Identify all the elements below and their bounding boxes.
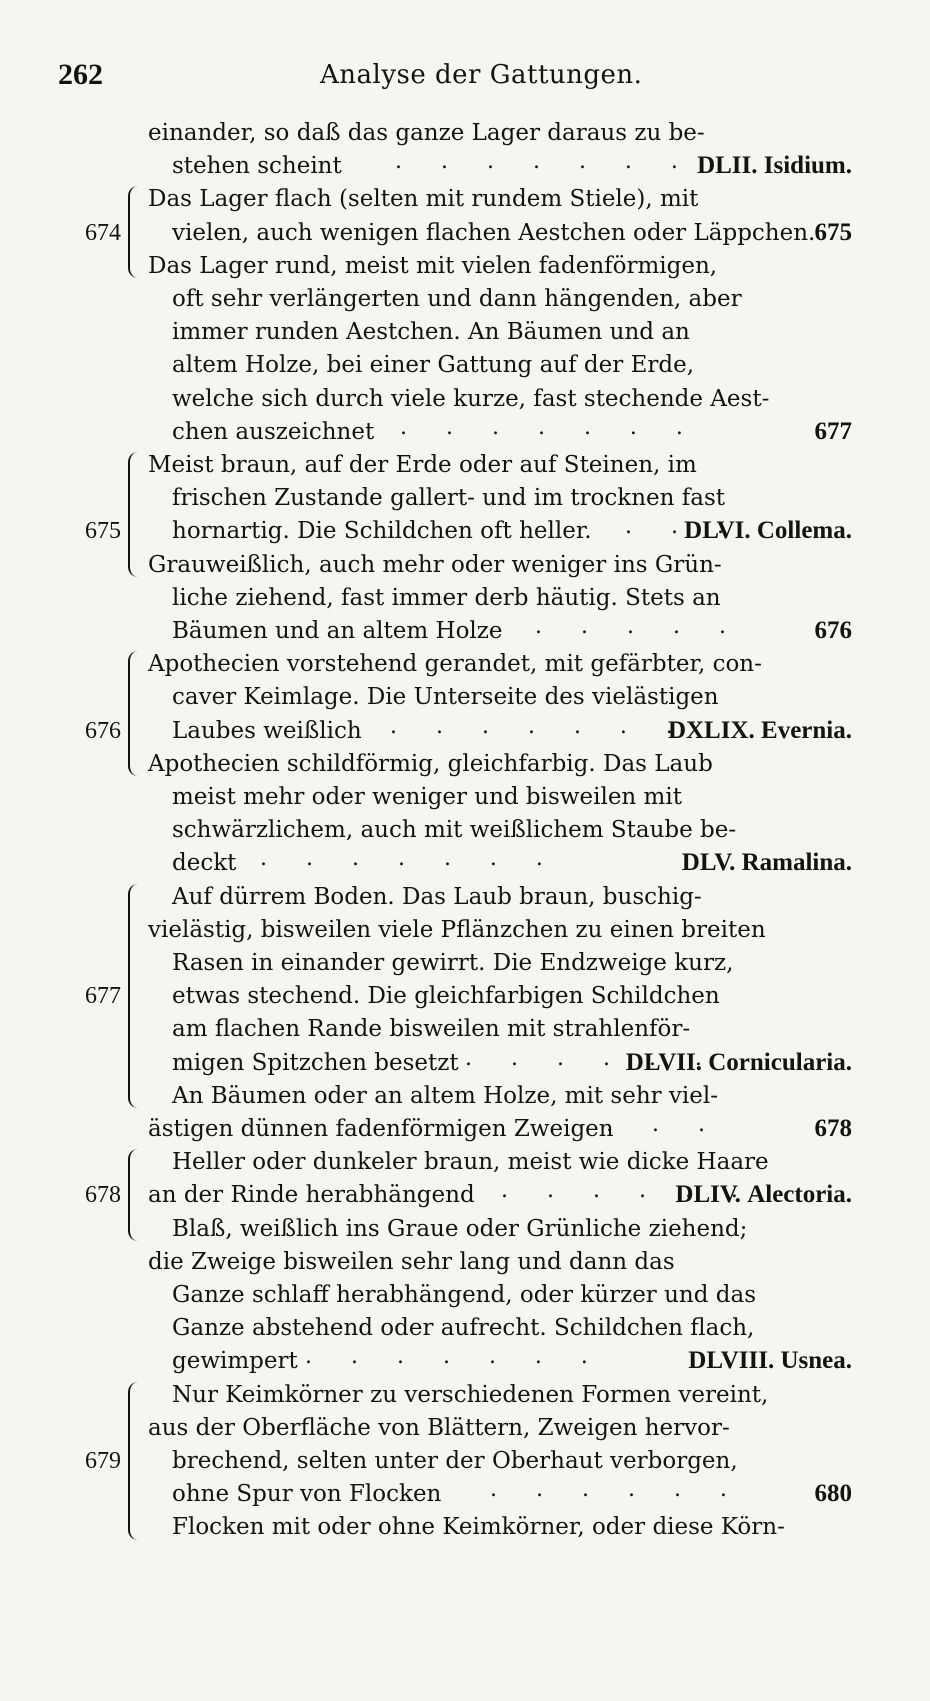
genus-numeral: DLVI. [684,517,751,545]
key-line-text: immer runden Aestchen. An Bäumen und an [172,319,690,346]
key-line-text: brechend, selten unter der Oberhaut verborgen, [172,1448,738,1474]
couplet-brace [128,651,148,776]
key-line-text: gewimpert [172,1348,298,1375]
key-line-text: etwas stechend. Die gleichfarbigen Schildchen [172,983,720,1010]
key-line [172,614,503,648]
key-line-text: altem Holze, bei einer Gattung auf der Erde, [172,352,695,379]
key-line [172,1344,298,1378]
key-line-text: aus der Oberfläche von Blättern, Zweigen hervor- [148,1414,730,1441]
key-line-text: hornartig. Die Schildchen oft heller. [172,518,592,545]
goto-couplet-number: 676 [814,617,852,644]
couplet-number: 676 [85,717,121,744]
genus-reference [684,514,852,548]
key-line-text: Rasen in einander gewirrt. Die Endzweige kurz, [172,950,734,976]
key-line [172,780,682,814]
dot-leader [535,614,742,648]
key-line-text: ästigen dünnen fadenförmigen Zweigen [148,1116,614,1142]
genus-numeral: DXLIX. [667,716,755,744]
genus-reference [675,1178,852,1212]
key-line [172,514,592,548]
dot-leader [395,149,742,183]
genus-reference [668,714,852,748]
key-line-text: Meist braun, auf der Erde oder auf Steinen, im [148,452,697,478]
key-line [172,315,690,349]
key-line-text: Apothecien schildförmig, gleichfarbig. Das Laub [148,750,713,777]
key-line-text: Das Lager flach (selten mit rundem Stiele), mit [148,186,699,213]
genus-name: Isidium. [763,152,852,180]
key-line-text: Apothecien vorstehend gerandet, mit gefärbter, con- [148,651,762,678]
key-line-text: migen Spitzchen besetzt [172,1049,459,1076]
key-line-text: Auf dürrem Boden. Das Laub braun, buschig- [172,883,702,910]
genus-numeral: DLV. [681,849,736,877]
key-line [172,216,815,250]
key-line-text: deckt [172,850,237,877]
key-line-text: liche ziehend, fast immer derb häutig. Stets an [172,584,721,611]
key-line [172,415,374,449]
genus-name: Collema. [756,517,852,545]
key-line-text: welche sich durch viele kurze, fast stechende Aest- [172,385,770,412]
key-line [172,1012,690,1046]
key-line-text: vielästig, bisweilen viele Pflänzchen zu einen breiten [148,916,766,943]
key-line [148,647,762,681]
key-line [172,1212,747,1246]
key-line-text: an der Rinde herabhängend [148,1182,475,1209]
couplet-brace [128,884,148,1108]
key-line [148,747,713,781]
key-line-text: meist mehr oder weniger und bisweilen mit [172,784,682,810]
dot-leader [260,846,742,880]
couplet-brace [128,1382,148,1540]
dot-leader [400,415,742,449]
genus-reference [688,1344,852,1378]
key-line [172,714,362,748]
genus-reference [626,1046,852,1080]
key-line-text: Heller oder dunkeler braun, meist wie dicke Haare [172,1149,769,1176]
key-line [172,282,742,316]
genus-numeral: DLVII. [625,1048,702,1076]
genus-reference [697,149,852,183]
key-line-text: Blaß, weißlich ins Graue oder Grünliche ziehend; [172,1215,748,1242]
key-line-text: einander, so daß das ganze Lager daraus zu be- [148,120,705,146]
key-line [172,581,721,615]
key-line-text: Nur Keimkörner zu verschiedenen Formen vereint, [172,1381,769,1408]
goto-couplet-number: 678 [814,1115,852,1142]
key-line [148,182,698,216]
genus-name: Usnea. [780,1347,852,1375]
dot-leader [305,1344,742,1378]
key-line [172,348,694,382]
key-line [148,1411,730,1445]
key-line-text: ohne Spur von Flocken [172,1481,442,1508]
couplet-number: 679 [85,1448,121,1474]
key-line [172,979,720,1013]
key-line [172,813,736,847]
dot-leader [606,1112,742,1146]
key-line [148,913,766,947]
key-line-text: stehen scheint [172,153,342,180]
genus-numeral: DLIV. [675,1181,741,1209]
goto-couplet-number: 677 [814,417,852,445]
genus-name: Ramalina. [741,849,852,877]
key-line [148,116,705,150]
key-line [148,249,717,283]
key-line-text: vielen, auch wenigen flachen Aestchen oder Läppchen. [172,219,816,246]
dot-leader [490,1477,742,1511]
goto-couplet-number: 680 [814,1480,852,1508]
key-line-text: Ganze schlaff herabhängend, oder kürzer und das [172,1282,757,1308]
key-line [172,1378,768,1412]
genus-name: Cornicularia. [708,1048,852,1076]
genus-reference [682,846,852,880]
genus-name: Evernia. [761,716,852,744]
key-line [148,1178,475,1212]
key-line [148,1112,614,1146]
key-line-text: Das Lager rund, meist mit vielen fadenförmigen, [148,252,718,279]
key-line-text: An Bäumen oder an altem Holze, mit sehr viel- [172,1082,719,1109]
key-line [172,1278,756,1312]
key-line-text: am flachen Rande bisweilen mit strahlenför- [172,1016,691,1043]
key-line-text: oft sehr verlängerten und dann hängenden, aber [172,286,742,312]
key-line [172,149,342,183]
page-number: 262 [58,58,103,91]
couplet-number: 677 [85,983,121,1010]
key-line [172,1477,441,1511]
key-line [148,448,697,482]
key-line-text: frischen Zustande gallert- und im trocknen fast [172,485,726,512]
running-head: Analyse der Gattungen. [320,60,643,90]
key-line-text: schwärzlichem, auch mit weißlichem Staube be- [172,817,737,844]
key-line [172,680,719,714]
couplet-number: 675 [85,518,121,545]
couplet-brace [128,452,148,577]
key-line [172,1444,738,1478]
key-line [148,548,722,582]
key-line [172,946,733,980]
key-line [172,1145,769,1179]
key-line [172,1311,754,1345]
couplet-brace [128,1149,148,1241]
key-line [172,1510,785,1544]
key-line-text: Bäumen und an altem Holze [172,618,503,644]
couplet-number: 674 [85,219,121,246]
key-line-text: caver Keimlage. Die Unterseite des vielästigen [172,684,719,711]
key-line-text: Flocken mit oder ohne Keimkörner, oder diese Körn- [172,1514,785,1541]
key-line [172,880,702,914]
couplet-brace [128,186,148,278]
genus-name: Alectoria. [747,1181,852,1209]
key-line-text: Ganze abstehend oder aufrecht. Schildchen flach, [172,1315,755,1342]
key-line [172,481,725,515]
key-line-text: Laubes weißlich [172,717,362,744]
key-line [148,1245,675,1279]
couplet-number: 678 [85,1182,121,1209]
key-line-text: Grauweißlich, auch mehr oder weniger ins Grün- [148,551,722,578]
key-line [172,1046,459,1080]
genus-numeral: DLII. [697,152,758,180]
key-line-text: chen auszeichnet [172,418,375,445]
key-line [172,382,769,416]
goto-couplet-number: 675 [814,218,852,246]
key-line [172,1079,718,1113]
key-line [172,846,236,880]
key-line-text: die Zweige bisweilen sehr lang und dann das [148,1248,675,1275]
genus-numeral: DLVIII. [688,1347,775,1375]
